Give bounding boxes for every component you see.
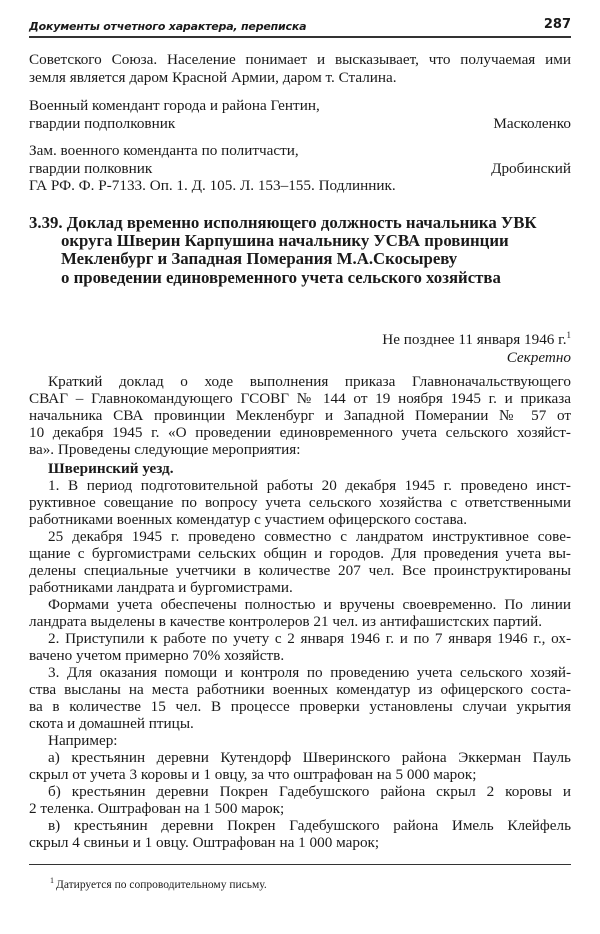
page-number: 287 xyxy=(543,17,571,32)
text-line: руктивное совещание по вопросу учета сельского хозяйства с ответственными xyxy=(29,494,571,511)
text-line: СВАГ – Главнокомандующего ГСОВГ № 144 от 19 ноября 1945 г. и приказа xyxy=(29,390,571,407)
text-line: ва в количестве 15 чел. В процессе проверки установлены случаи укрытия xyxy=(29,698,571,715)
text-line: Формами учета обеспечены полностью и вручены своевременно. По линии xyxy=(48,596,571,613)
text-line: делены специальные учетчики в количестве 207 чел. Все проинструктированы xyxy=(29,562,571,579)
text-line: ва». Проведены следующие мероприятия: xyxy=(29,441,301,458)
heading-line: о проведении единовременного учета сельского хозяйства xyxy=(61,267,501,287)
text-line: б) крестьянин деревни Покрен Гадебушского района скрыл 2 коровы и xyxy=(48,783,571,800)
body-paragraph xyxy=(29,749,571,783)
text-line: а) крестьянин деревни Кутендорф Шверинского района Эккерман Пауль xyxy=(48,749,571,766)
footnote-mark: 1 xyxy=(50,876,54,885)
text-line: Шверинский уезд. xyxy=(48,460,174,477)
running-header-title: Документы отчетного характера, переписка xyxy=(29,20,307,33)
signatory-position: Военный комендант города и района Гентин, xyxy=(29,96,320,114)
body-paragraph xyxy=(29,373,571,458)
body-paragraph xyxy=(29,817,571,851)
signatory-rank: гвардии полковник xyxy=(29,159,153,177)
text-line: вачено учетом примерно 70% хозяйств. xyxy=(29,647,285,664)
previous-document-ending xyxy=(29,51,571,195)
signatory-name: Дробинский xyxy=(491,159,571,177)
body-paragraph xyxy=(29,528,571,596)
text-line: 3. Для оказания помощи и контроля по проведению учета сельского хозяй- xyxy=(48,664,571,681)
running-header xyxy=(29,10,571,38)
signature-block xyxy=(29,142,571,178)
text-line: скота и домашней птицы. xyxy=(29,715,194,732)
document-date: Не позднее 11 января 1946 г. xyxy=(382,331,567,349)
text-line: работниками ландрата и бургомистрами. xyxy=(29,579,293,596)
heading-line: Мекленбург и Западная Померания М.А.Скосыреву xyxy=(61,249,458,269)
body-paragraph xyxy=(29,664,571,732)
body-paragraph xyxy=(29,630,571,664)
heading-line: 3.39. Доклад временно исполняющего должность начальника УВК xyxy=(29,213,537,232)
text-line: щание с бургомистрами сельских общин и городов. Для проведения учета вы- xyxy=(29,545,571,562)
heading-line: округа Шверин Карпушина начальнику УСВА провинции xyxy=(61,231,509,251)
text-line: 1. В период подготовительной работы 20 декабря 1945 г. проведено инст- xyxy=(48,477,571,494)
body-paragraph xyxy=(29,732,571,749)
document-body xyxy=(29,373,571,851)
text-line: Краткий доклад о ходе выполнения приказа Главноначальствующего xyxy=(48,373,571,390)
footnote-divider xyxy=(29,864,571,865)
signatory-rank: гвардии подполковник xyxy=(29,114,176,132)
document-date-block xyxy=(382,326,571,367)
text-line: ландрата выделены в качестве контролеров 21 чел. из антифашистских партий. xyxy=(29,613,543,630)
text-line: 2 теленка. Оштрафован на 1 500 марок; xyxy=(29,800,285,817)
section-title xyxy=(29,460,571,477)
body-paragraph xyxy=(29,783,571,817)
text-line: скрыл 4 свиньи и 1 овцу. Оштрафован на 1 000 марок; xyxy=(29,834,380,851)
text-line: работниками военных комендатур с участием офицерского состава. xyxy=(29,511,467,528)
classification-stamp: Секретно xyxy=(506,349,571,367)
text-line: 2. Приступили к работе по учету с 2 января 1946 г. и по 7 января 1946 г., ох- xyxy=(48,630,571,647)
body-paragraph xyxy=(29,477,571,528)
signatory-position: Зам. военного коменданта по политчасти, xyxy=(29,141,299,159)
signatory-name: Масколенко xyxy=(493,114,571,132)
footnote-text: Датируется по сопроводительному письму. xyxy=(56,878,267,891)
footnote-reference[interactable]: 1 xyxy=(566,330,571,340)
text-line: ства высланы на места работники военных комендатур из офицерского соста- xyxy=(29,681,571,698)
continuation-paragraph xyxy=(29,51,571,87)
footnote xyxy=(50,874,267,892)
text-line: Советского Союза. Население понимает и высказывает, что получаемая ими xyxy=(29,51,571,68)
signature-block xyxy=(29,97,571,133)
text-line: в) крестьянин деревни Покрен Гадебушского района Имель Клейфель xyxy=(48,817,571,834)
document-heading xyxy=(29,214,571,287)
archive-reference: ГА РФ. Ф. Р-7133. Оп. 1. Д. 105. Л. 153–155. Подлинник. xyxy=(29,177,396,195)
body-paragraph xyxy=(29,596,571,630)
text-line: скрыл от учета 3 коровы и 1 овцу, за что оштрафован на 5 000 марок; xyxy=(29,766,477,783)
text-line: земля является даром Красной Армии, даром т. Сталина. xyxy=(29,68,397,86)
text-line: 10 декабря 1945 г. «О проведении единовременного учета сельского хозяйст- xyxy=(29,424,571,441)
text-line: начальника СВА провинции Мекленбург и Западной Померании № 57 от xyxy=(29,407,571,424)
text-line: 25 декабря 1945 г. проведено совместно с ландратом инструктивное сове- xyxy=(48,528,571,545)
text-line: Например: xyxy=(48,732,118,749)
